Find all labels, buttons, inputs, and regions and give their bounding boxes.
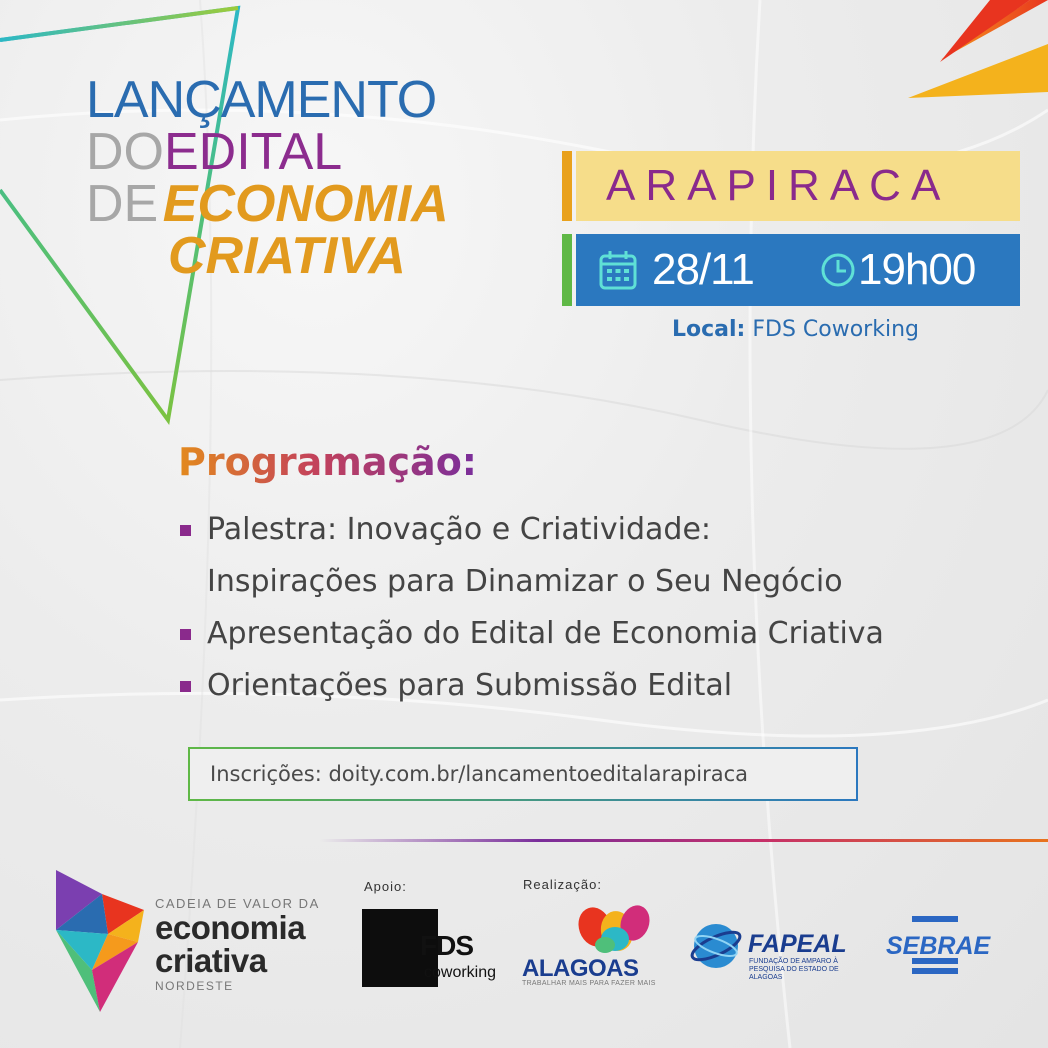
- city-banner: [562, 151, 1020, 221]
- date-accent-bar: [562, 234, 572, 306]
- logo-economia: economia: [155, 909, 306, 946]
- title-de: DE: [86, 175, 159, 233]
- fds-coworking-text: coworking: [424, 964, 497, 981]
- event-location: [672, 317, 919, 342]
- date-fill: [576, 234, 1020, 306]
- footer-divider: [320, 839, 1048, 842]
- sebrae-logo-text: SEBRAE: [886, 932, 991, 960]
- logo-nordeste: NORDESTE: [155, 979, 234, 993]
- apoio-label: Apoio:: [364, 879, 407, 894]
- calendar-icon: [598, 249, 638, 291]
- event-time: 19h00: [858, 245, 976, 294]
- program-item-text: Inspirações para Dinamizar o Seu Negócio: [207, 564, 843, 599]
- logo-criativa: criativa: [155, 942, 267, 979]
- program-item-text: Orientações para Submissão Edital: [207, 668, 733, 703]
- fapeal-logo-text: FAPEAL: [748, 930, 847, 958]
- title-criativa: CRIATIVA: [168, 227, 406, 285]
- program-item-text: Apresentação do Edital de Economia Criativa: [207, 616, 884, 651]
- title-edital: EDITAL: [164, 123, 343, 181]
- event-title: [86, 71, 449, 285]
- program-heading: Programação:: [178, 440, 477, 484]
- program-item: [178, 660, 884, 712]
- title-line-2: [86, 123, 449, 181]
- logo-cadeia: CADEIA DE VALOR DA: [155, 896, 320, 911]
- alagoas-tagline: TRABALHAR MAIS PARA FAZER MAIS: [522, 980, 656, 987]
- fapeal-subtitle: FUNDAÇÃO DE AMPARO À PESQUISA DO ESTADO DE ALAGOAS: [749, 958, 839, 981]
- location-label: Local:: [672, 317, 746, 342]
- bullet-icon: [180, 629, 191, 640]
- bullet-icon: [180, 681, 191, 692]
- city-fill: [576, 151, 1020, 221]
- title-line-3: [86, 175, 449, 233]
- program-item-text: Palestra: Inovação e Criatividade:: [207, 512, 712, 547]
- realizacao-label: Realização:: [523, 877, 602, 892]
- alagoas-logo-icon: [575, 905, 655, 957]
- alagoas-logo-text: ALAGOAS: [522, 955, 639, 982]
- title-lancamento: LANÇAMENTO: [86, 71, 437, 129]
- economia-criativa-logo-icon: [52, 870, 148, 1015]
- program-item: [178, 608, 884, 660]
- city-accent-bar: [562, 151, 572, 221]
- title-line-4: [86, 227, 449, 285]
- location-value: FDS Coworking: [752, 317, 919, 342]
- clock-icon: [820, 252, 856, 288]
- title-economia: ECONOMIA: [162, 175, 449, 233]
- program-list: [178, 504, 884, 712]
- economia-criativa-logo: [155, 896, 320, 993]
- program-item: [178, 504, 884, 556]
- bullet-icon: [180, 525, 191, 536]
- event-date: 28/11: [652, 245, 754, 294]
- title-line-1: [86, 71, 449, 129]
- fds-logo-text: FDS: [420, 930, 473, 961]
- title-do: DO: [86, 123, 164, 181]
- fapeal-globe-icon: [686, 918, 744, 974]
- registration-link[interactable]: Inscrições: doity.com.br/lancamentoeditalarapiraca: [188, 747, 858, 801]
- city-name: ARAPIRACA: [606, 161, 951, 210]
- program-item-continuation: [178, 556, 884, 608]
- date-banner: [562, 234, 1020, 306]
